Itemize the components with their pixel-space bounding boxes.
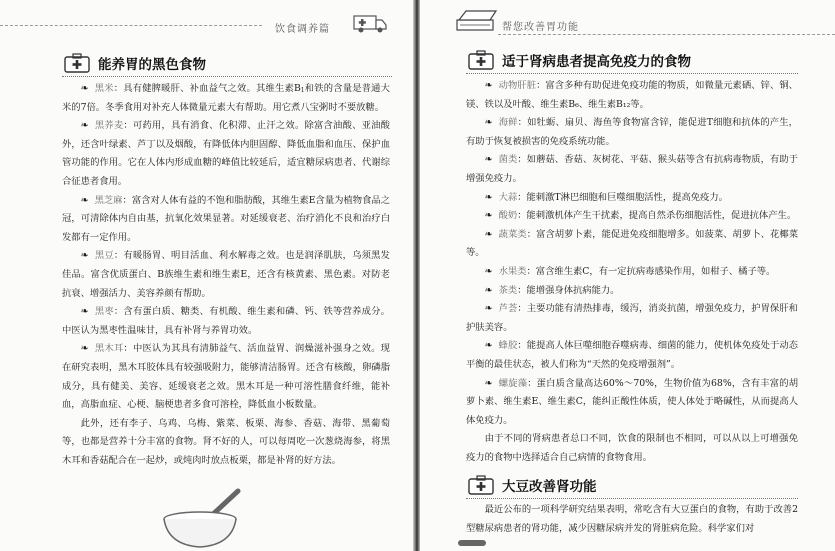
- item-heimuer: ❧ 黑木耳：中医认为其具有清肺益气、活血益胃、润燥滋补强身之效。现在研究表明，黑木耳胶体具有较强吸附力，能够清洁肠胃。还含有核酸，卵磷脂成分，具有健美、美容、延缓衰老之效。黑木耳是一种可溶性膳食纤维，能补血，高脂血症、心梗、脑梗患者多食可溶栓，降低血小板数量。: [62, 340, 390, 414]
- first-aid-kit-icon: [466, 474, 496, 496]
- item-haixian: ❧ 海鲜：如牡蛎、扇贝、海鱼等食物富含锌，能促进T细胞和抗体的产生，有助于恢复被损害的免疫系统功能。: [466, 114, 798, 151]
- leaf-bullet-icon: ❧: [484, 303, 493, 315]
- right-section2-title: 大豆改善肾功能: [502, 479, 597, 495]
- right-header-rule: [498, 34, 835, 35]
- right-section1-title: 适于肾病患者提高免疫力的食物: [502, 54, 691, 70]
- left-section-header: [62, 52, 206, 74]
- first-aid-kit-icon: [62, 52, 92, 74]
- item-dongwuganzang: ❧ 动物肝脏：富含多种有助促进免疫功能的物质，如微量元素硒、锌、铜、镁、铁以及叶酸、维生素B₆、维生素B₁₂等。: [466, 77, 798, 114]
- item-luhui: ❧ 芦荟：主要功能有清热排毒，缓泻，消炎抗菌，增强免疫力，护胃保肝和护肤美容。: [466, 300, 798, 337]
- left-running-header: [240, 10, 410, 38]
- item-junlei: ❧ 菌类：如蘑菇、香菇、灰树花、平菇、猴头菇等含有抗病毒物质，有助于增强免疫力。: [466, 151, 798, 188]
- left-header-rule: [0, 25, 262, 26]
- item-heidou: ❧ 黑豆：有暖肠胃、明目活血、利水解毒之效。也是润泽肌肤，乌须黑发佳品。富含优质蛋白、B族维生素和维生素E，还含有核黄素、黑色素。对防老抗衰、增强活力、美容养颜有帮助。: [62, 247, 390, 303]
- ambulance-icon: [352, 10, 388, 34]
- leaf-bullet-icon: ❧: [484, 154, 493, 166]
- leaf-bullet-icon: ❧: [484, 340, 493, 352]
- leaf-bullet-icon: ❧: [80, 343, 89, 355]
- left-section-title: 能养胃的黑色食物: [98, 57, 206, 73]
- leaf-bullet-icon: ❧: [484, 377, 493, 389]
- leaf-bullet-icon: ❧: [80, 306, 89, 318]
- leaf-bullet-icon: ❧: [484, 191, 493, 203]
- section2-paragraph: 最近公布的一项科学研究结果表明，常吃含有大豆蛋白的食物，有助于改善2型糖尿病患者的肾功能，减少因糖尿病并发的肾脏病危险。科学家们对: [466, 504, 798, 534]
- leaf-bullet-icon: ❧: [484, 284, 493, 296]
- first-aid-kit-icon: [466, 49, 496, 71]
- item-heiqiaomai: ❧ 黑荞麦：可药用，具有消食、化积滞、止汗之效。除富含油酸、亚油酸外，还含叶绿素、芦丁以及烟酸，有降低体内胆固醇、降低血脂和血压、保护血管功能的作用。它在人体内形成血糖的峰值比较延后，适宜糖尿病患者、代谢综合征患者食用。: [62, 117, 390, 191]
- leaf-bullet-icon: ❧: [80, 120, 89, 132]
- item-chalei: ❧ 茶类：能增强身体抗病能力。: [466, 282, 798, 301]
- left-body-text: [62, 80, 390, 470]
- right-body-text: [466, 77, 798, 467]
- leaf-bullet-icon: ❧: [484, 265, 493, 277]
- mortar-pestle-illustration: [158, 487, 248, 551]
- left-closing-paragraph: 此外，还有李子、乌鸡、乌梅、紫菜、板栗、海参、香菇、海带、黑葡萄等，也都是营养十分丰富的食物。肾不好的人，可以每周吃一次葱烧海参，将黑木耳和香菇配合在一起炒，或炖肉时放点板栗，都是补肾的好方法。: [62, 417, 390, 466]
- leaf-bullet-icon: ❧: [80, 83, 89, 94]
- right-section1-rule: [466, 73, 798, 74]
- books-icon: [454, 8, 498, 34]
- leaf-bullet-icon: ❧: [484, 80, 493, 91]
- right-section2-header: [466, 474, 597, 496]
- leaf-bullet-icon: ❧: [80, 250, 89, 262]
- item-shuiguolei: ❧ 水果类：富含维生素C，有一定抗病毒感染作用，如柑子、橘子等。: [466, 263, 798, 282]
- leaf-bullet-icon: ❧: [484, 117, 493, 129]
- right-header-title: 帮您改善胃功能: [502, 22, 579, 33]
- right-page: [420, 0, 835, 551]
- item-fengjiao: ❧ 蜂胶：能提高人体巨噬细胞吞噬病毒、细菌的能力，使机体免疫处于动态平衡的最佳状态，被人们称为“天然的免疫增强剂”。: [466, 337, 798, 374]
- item-luoxuanzao: ❧ 螺旋藻：蛋白质含量高达60%～70%，生物价值为68%，含有丰富的胡萝卜素、维生素E、维生素C，能纠正酸性体质，使人体处于略碱性，从而提高人体免疫力。: [466, 375, 798, 431]
- left-header-title: 饮食调养篇: [275, 24, 330, 35]
- book-spine: [413, 0, 420, 551]
- item-suannai: ❧ 酸奶：能刺激机体产生干扰素，提高自然杀伤细胞活性，促进抗体产生。: [466, 207, 798, 226]
- leaf-bullet-icon: ❧: [484, 210, 493, 222]
- left-page: [0, 0, 413, 551]
- item-heizao: ❧ 黑枣：含有蛋白质、糖类、有机酸、维生素和磷、钙、铁等营养成分。中医认为黑枣性温味甘，具有补肾与养胃功效。: [62, 303, 390, 340]
- item-heizhima: ❧ 黑芝麻：富含对人体有益的不饱和脂肪酸，其维生素E含量为植物食品之冠，可清除体内自由基，抗氧化效果显著。对延缓衰老、治疗消化不良和治疗白发都有一定作用。: [62, 192, 390, 248]
- left-section-rule: [62, 76, 392, 77]
- leaf-bullet-icon: ❧: [80, 194, 89, 206]
- right-section1-header: [466, 49, 691, 71]
- item-dasuan: ❧ 大蒜：能刺激T淋巴细胞和巨噬细胞活性，提高免疫力。: [466, 189, 798, 208]
- right-section2-rule: [466, 498, 798, 499]
- item-shucailei: ❧ 蔬菜类：富含胡萝卜素，能促进免疫细胞增多。如菠菜、胡萝卜、花椰菜等。: [466, 226, 798, 263]
- leaf-bullet-icon: ❧: [484, 228, 493, 240]
- right-section2-text: [466, 501, 798, 538]
- right-summary-paragraph: 由于不同的肾病患者总口不同，饮食的限制也不相同，可以从以上可增强免疫力的食物中选择适合自己病情的食物食用。: [466, 433, 798, 463]
- page-footer-ornament: [458, 540, 486, 546]
- item-heimi: ❧ 黑米：具有健脾暖肝、补血益气之效。其维生素$B_1$和铁的含量是普通大米的7倍。冬季食用对补充人体微量元素大有帮助。用它煮八宝粥时不要放糖。: [62, 80, 390, 117]
